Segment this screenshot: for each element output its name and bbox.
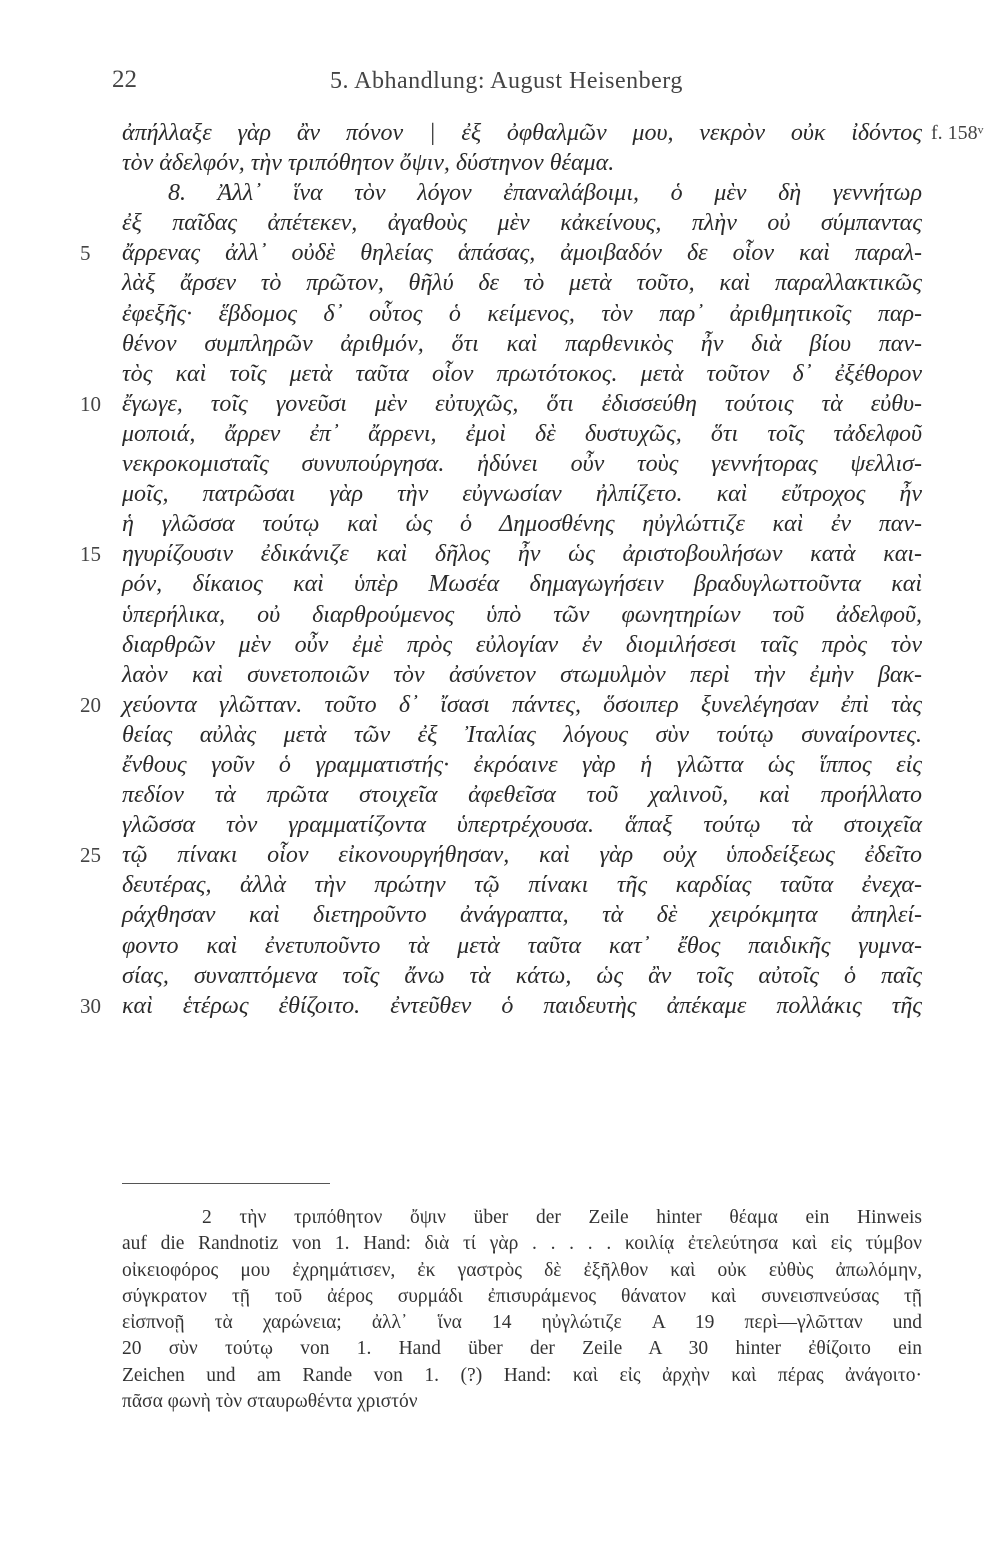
text-line: [0, 961, 1000, 991]
footnote-line: σύγκρατον τῇ τοῦ ἀέρος συρμάδι ἐπισυράμενος θάνατον καὶ συνεισπνεύσας τῇ: [122, 1285, 922, 1307]
page-number: 22: [112, 66, 137, 93]
text-line: [0, 268, 1000, 298]
line-text: ἔγωγε, τοῖς γονεῦσι μὲν εὐτυχῶς, ὅτι ἐδισσεύθη τούτοις τὰ εὐθυ-: [122, 390, 922, 417]
text-line: [0, 178, 1000, 208]
text-line: [0, 750, 1000, 780]
footnotes: [122, 1205, 922, 1415]
text-line: [0, 148, 1000, 178]
text-line: [0, 569, 1000, 599]
text-line: [0, 299, 1000, 329]
main-text: [0, 118, 1000, 1021]
line-text: καὶ ἑτέρως ἐθίζοιτο. ἐντεῦθεν ὁ παιδευτὴς ἀπέκαμε πολλάκις τῆς: [122, 992, 922, 1019]
text-line: [0, 600, 1000, 630]
line-number: 20: [80, 692, 101, 717]
running-head: 5. Abhandlung: August Heisenberg: [330, 68, 683, 94]
footnote-line: 2 τὴν τριπόθητον ὄψιν über der Zeile hinter θέαμα ein Hinweis: [202, 1207, 922, 1228]
footnote-line: 20 σὺν τούτῳ von 1. Hand über der Zeile A 30 hinter ἐθίζοιτο ein: [122, 1338, 922, 1360]
line-text: σίας, συναπτόμενα τοῖς ἄνω τὰ κάτω, ὡς ἂν τοῖς αὐτοῖς ὁ παῖς: [122, 962, 922, 989]
text-line: [0, 870, 1000, 900]
line-text: ἔνθους γοῦν ὁ γραμματιστής· ἐκρόαινε γὰρ ἡ γλῶττα ὡς ἵππος εἰς: [122, 751, 922, 778]
text-line: [0, 991, 1000, 1021]
text-line: [0, 660, 1000, 690]
text-line: [0, 630, 1000, 660]
footnote-rule: [122, 1183, 330, 1184]
text-line: [0, 479, 1000, 509]
text-line: [0, 900, 1000, 930]
text-line: [0, 539, 1000, 569]
text-line: [0, 509, 1000, 539]
text-line: [0, 720, 1000, 750]
line-text: 8. Ἀλλ᾽ ἵνα τὸν λόγον ἐπαναλάβοιμι, ὁ μὲν δὴ γεννήτωρ: [168, 180, 922, 207]
line-text: θένον συμπληρῶν ἀριθμόν, ὅτι καὶ παρθενικὸς ἦν διὰ βίου παν-: [122, 330, 922, 357]
line-text: γλῶσσα τὸν γραμματίζοντα ὑπερτρέχουσα. ἅπαξ τούτῳ τὰ στοιχεῖα: [122, 812, 922, 839]
line-text: χεύοντα γλῶτταν. τοῦτο δ᾽ ἴσασι πάντες, ὅσοιπερ ξυνελέγησαν ἐπὶ τὰς: [122, 691, 922, 718]
line-text: δευτέρας, ἀλλὰ τὴν πρώτην τῷ πίνακι τῆς καρδίας ταῦτα ἐνεχα-: [122, 872, 922, 899]
text-line: [0, 329, 1000, 359]
line-number: 30: [80, 993, 101, 1018]
footnote-line: πᾶσα φωνὴ τὸν σταυρωθέντα χριστόν: [122, 1391, 418, 1413]
line-text: ηγυρίζουσιν ἐδικάνιζε καὶ δῆλος ἦν ὡς ἀριστοβουλήσων κατὰ και-: [122, 541, 922, 568]
line-text: πεδίον τὰ πρῶτα στοιχεῖα ἀφεθεῖσα τοῦ χαλινοῦ, καὶ προήλλατο: [122, 782, 922, 809]
text-line: [0, 238, 1000, 268]
line-text: διαρθρῶν μὲν οὖν ἐμὲ πρὸς εὐλογίαν ἐν διομιλήσεσι ταῖς πρὸς τὸν: [122, 631, 922, 658]
footnote-line: Zeichen und am Rande von 1. (?) Hand: καὶ εἰς ἀρχὴν καὶ πέρας ἀνάγοιτο·: [122, 1364, 922, 1386]
line-text: ἐφεξῆς· ἕβδομος δ᾽ οὗτος ὁ κείμενος, τὸν παρ᾽ ἀριθμητικοῖς παρ-: [122, 300, 922, 327]
text-line: [0, 449, 1000, 479]
text-line: [0, 359, 1000, 389]
line-text: ρόν, δίκαιος καὶ ὑπὲρ Μωσέα δημαγωγήσειν βραδυγλωττοῦντα καὶ: [122, 571, 922, 598]
line-text: ἀπήλλαξε γὰρ ἂν πόνον | ἐξ ὀφθαλμῶν μου, νεκρὸν οὐκ ἰδόντος: [122, 120, 922, 146]
text-line: [0, 780, 1000, 810]
line-number: 5: [80, 241, 91, 266]
footnote-line: auf die Randnotiz von 1. Hand: διὰ τί γὰρ . . . . . κοιλίᾳ ἐτελεύτησα καὶ εἰς τύμβον: [122, 1233, 922, 1255]
folio-margin-note: f. 158ᵛ: [931, 122, 984, 144]
line-text: ἄρρενας ἀλλ᾽ οὐδὲ θηλείας ἁπάσας, ἀμοιβαδόν δε οἷον καὶ παραλ-: [122, 240, 922, 267]
line-text: ἐξ παῖδας ἀπέτεκεν, ἀγαθοὺς μὲν κἀκείνους, πλὴν οὐ σύμπαντας: [122, 210, 922, 237]
line-number: 10: [80, 391, 101, 416]
text-line: [0, 690, 1000, 720]
line-text: μοποιά, ἄρρεν ἐπ᾽ ἄρρενι, ἐμοὶ δὲ δυστυχῶς, ὅτι τοῖς τἀδελφοῦ: [122, 420, 922, 447]
footnote-line: εἰσπνοῇ τὰ χαρώνεια; ἀλλ᾽ ἵνα 14 ηὐγλώτιζε A 19 περὶ—γλῶτταν und: [122, 1312, 922, 1334]
line-text: ράχθησαν καὶ διετηροῦντο ἀνάγραπτα, τὰ δὲ χειρόκμητα ἀπηλεί-: [122, 902, 922, 929]
line-number: 15: [80, 542, 101, 567]
text-line: [0, 208, 1000, 238]
line-text: λὰξ ἄρσεν τὸ πρῶτον, θῆλύ δε τὸ μετὰ τοῦτο, καὶ παραλλακτικῶς: [122, 270, 922, 297]
line-text: λαὸν καὶ συνετοποιῶν τὸν ἀσύνετον στωμυλμὸν περὶ τὴν ἐμὴν βακ-: [122, 661, 922, 688]
text-line: [0, 810, 1000, 840]
footnote-line: οἰκειοφόρος μου ἐχρημάτισεν, ἐκ γαστρὸς δὲ ἐξῆλθον καὶ οὐκ εὐθὺς ἀπωλόμην,: [122, 1259, 922, 1281]
text-line: [0, 840, 1000, 870]
line-text: φοντο καὶ ἐνετυποῦντο τὰ μετὰ ταῦτα κατ᾽ ἔθος παιδικῆς γυμνα-: [122, 932, 922, 959]
text-line: [0, 118, 1000, 148]
line-text: θείας αὐλὰς μετὰ τῶν ἐξ Ἰταλίας λόγους σὺν τούτῳ συναίροντες.: [122, 721, 922, 748]
line-text: νεκροκομισταῖς συνυπούργησα. ἡδύνει οὖν τοὺς γεννήτορας ψελλισ-: [122, 451, 922, 478]
line-text: τὸς καὶ τοῖς μετὰ ταῦτα οἷον πρωτότοκος. μετὰ τοῦτον δ᾽ ἐξέθορον: [122, 360, 922, 387]
line-number: 25: [80, 843, 101, 868]
text-line: [0, 389, 1000, 419]
line-text: τῷ πίνακι οἷον εἰκονουργήθησαν, καὶ γὰρ οὐχ ὑποδείξεως ἐδεῖτο: [122, 842, 922, 869]
text-line: [0, 931, 1000, 961]
line-text: ὑπερήλικα, οὐ διαρθρούμενος ὑπὸ τῶν φωνητηρίων τοῦ ἀδελφοῦ,: [122, 601, 922, 628]
line-text: μοῖς, πατρῶσαι γὰρ τὴν εὐγνωσίαν ἠλπίζετο. καὶ εὔτροχος ἦν: [122, 481, 922, 508]
line-text: τὸν ἀδελφόν, τὴν τριπόθητον ὄψιν, δύστηνον θέαμα.: [122, 150, 615, 177]
line-text: ἡ γλῶσσα τούτῳ καὶ ὡς ὁ Δημοσθένης ηὐγλώττιζε καὶ ἐν παν-: [122, 511, 922, 538]
text-line: [0, 419, 1000, 449]
